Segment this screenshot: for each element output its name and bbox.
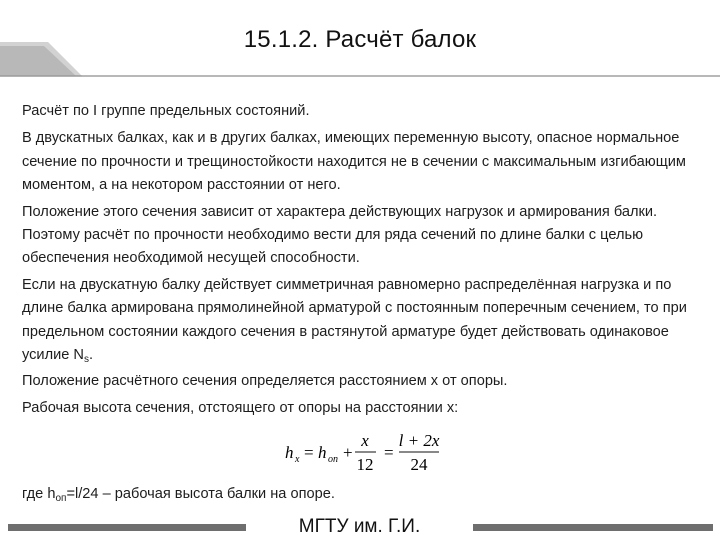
- frac2-denominator: 24: [410, 455, 428, 474]
- frac2-numerator: l + 2x: [398, 431, 440, 450]
- formula-lhs-sub: x: [295, 454, 300, 465]
- formula-h-sub: оп: [328, 454, 338, 465]
- formula-eq2: =: [384, 443, 394, 462]
- footer-bar-left: [8, 524, 246, 531]
- formula: [283, 428, 453, 481]
- where-rest: =l/24 – рабочая высота балки на опоре.: [66, 486, 335, 502]
- footer-text: МГТУ им. Г.И.: [298, 516, 421, 537]
- paragraph-3-text: Если на двускатную балку действует симметричная равномерно распределённая нагрузка и по длине балка армирована прямолинейной арматурой с постоянным поперечным сечением, то при предельном состоянии каждого сечения в растянутой арматуре будет действовать одинаковое усилие N: [22, 276, 687, 364]
- paragraph-1: В двускатных балках, как и в других балках, имеющих переменную высоту, опасное нормальное сечение по прочности и трещиностойкости находится не в сечении с максимальным изгибающим моментом, а на некотором расстоянии от него.: [22, 130, 686, 194]
- frac1-numerator: x: [361, 431, 369, 450]
- paragraph-5: Рабочая высота сечения, отстоящего от опоры на расстоянии x:: [22, 399, 459, 416]
- force-subscript: s: [83, 354, 89, 366]
- paragraph-2: Положение этого сечения зависит от характера действующих нагрузок и армирования балки. Поэтому расчёт по прочности необходимо вести для ряда сечений по длине балки с целью обеспечения необходимой несущей способности.: [22, 203, 658, 267]
- slide-title: 15.1.2. Расчёт балок: [243, 26, 477, 53]
- where-prefix: где h: [22, 486, 56, 502]
- where-sub: оп: [55, 493, 67, 504]
- formula-explanation: [22, 486, 335, 502]
- formula-plus: +: [343, 443, 353, 462]
- paragraph-4: Положение расчётного сечения определяется расстоянием x от опоры.: [22, 373, 508, 390]
- section-subheading: Расчёт по I группе предельных состояний.: [22, 103, 310, 119]
- paragraph-3: [22, 274, 706, 368]
- formula-h: h: [318, 443, 327, 462]
- paragraph-3-end: .: [88, 347, 94, 364]
- formula-eq: =: [304, 443, 314, 462]
- formula-lhs: h: [285, 443, 294, 462]
- slide-content: [22, 100, 706, 423]
- frac1-denominator: 12: [356, 455, 374, 474]
- footer-bar-right: [473, 524, 713, 531]
